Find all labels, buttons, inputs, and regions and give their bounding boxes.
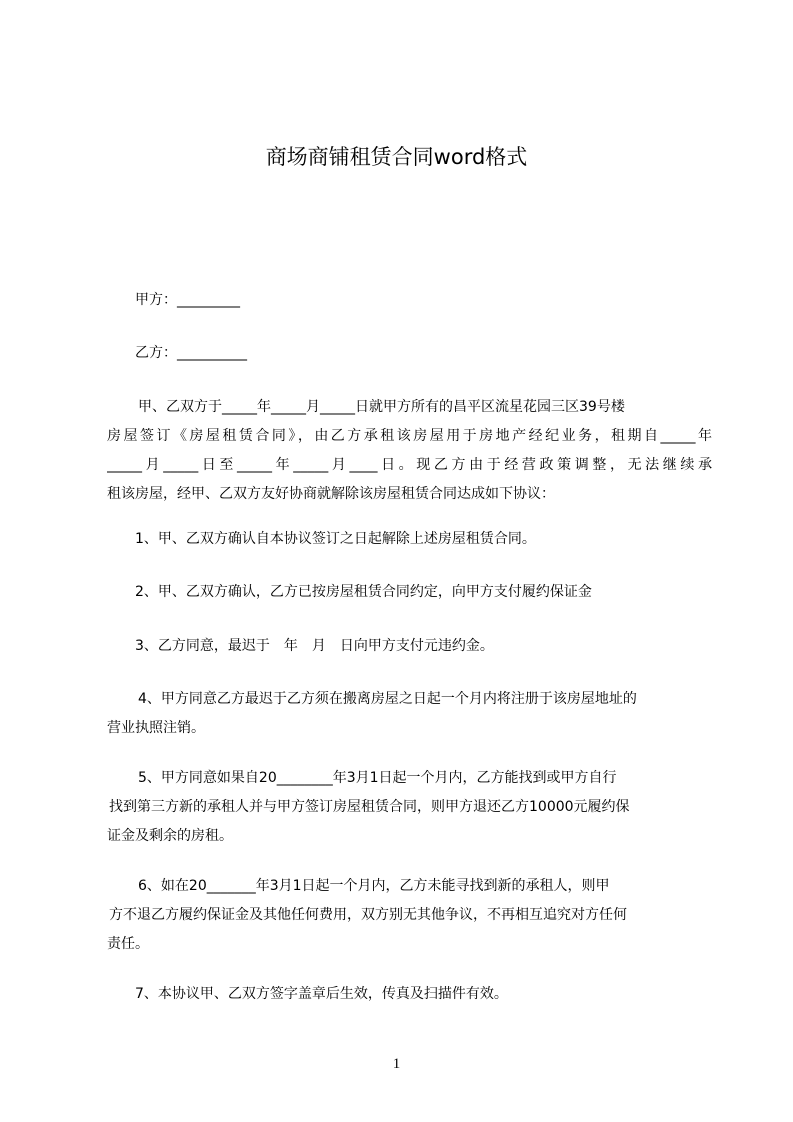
clause-4 xyxy=(107,685,712,743)
clause-5-line-1: 5、甲方同意如果自20________年3月1日起一个月内，乙方能找到或甲方自行 xyxy=(138,770,617,786)
clause-3 xyxy=(107,632,712,661)
clause-1-text: 1、甲、乙双方确认自本协议签订之日起解除上述房屋租赁合同。 xyxy=(135,531,536,547)
intro-line-3: _____月_____日至_____年_____月____日。现乙方由于经营政策调整，无法继续承 xyxy=(107,457,712,473)
clause-6 xyxy=(107,872,712,959)
clause-2-text: 2、甲、乙双方确认，乙方已按房屋租赁合同约定，向甲方支付履约保证金 xyxy=(135,584,592,600)
clause-4-line-2: 营业执照注销。 xyxy=(107,720,205,736)
clause-7-text: 7、本协议甲、乙双方签字盖章后生效，传真及扫描件有效。 xyxy=(135,986,508,1002)
intro-line-1: 甲、乙双方于_____年_____月_____日就甲方所有的昌平区流星花园三区39号楼 xyxy=(138,399,625,415)
clause-4-line-1: 4、甲方同意乙方最迟于乙方须在搬离房屋之日起一个月内将注册于该房屋地址的 xyxy=(138,691,637,707)
document-title: 商场商铺租赁合同word格式 xyxy=(265,145,528,169)
intro-line-2: 房屋签订《房屋租赁合同》，由乙方承租该房屋用于房地产经纪业务，租期自_____年 xyxy=(107,428,712,444)
party-a-text: 甲方：_________ xyxy=(135,292,240,308)
clause-5-line-3: 证金及剩余的房租。 xyxy=(107,828,233,844)
clause-6-line-3: 责任。 xyxy=(107,936,149,952)
intro-paragraph xyxy=(107,393,712,509)
clause-3-text: 3、乙方同意，最迟于 年 月 日向甲方支付元违约金。 xyxy=(135,638,494,654)
party-b-line xyxy=(107,339,712,368)
clause-5 xyxy=(107,764,712,851)
party-b-text: 乙方：__________ xyxy=(135,345,247,361)
party-a-line xyxy=(107,286,712,315)
intro-line-4: 租该房屋，经甲、乙双方友好协商就解除该房屋租赁合同达成如下协议： xyxy=(107,486,555,502)
page-number: 1 xyxy=(392,1056,401,1072)
clause-6-line-2: 方不退乙方履约保证金及其他任何费用，双方别无其他争议，不再相互追究对方任何 xyxy=(109,907,627,923)
clause-7 xyxy=(107,980,712,1009)
clause-6-line-1: 6、如在20_______年3月1日起一个月内，乙方未能寻找到新的承租人，则甲 xyxy=(138,878,610,894)
clause-2 xyxy=(107,578,712,607)
clause-1 xyxy=(107,525,712,554)
clause-5-line-2: 找到第三方新的承租人并与甲方签订房屋租赁合同，则甲方退还乙方10000元履约保 xyxy=(109,799,630,815)
